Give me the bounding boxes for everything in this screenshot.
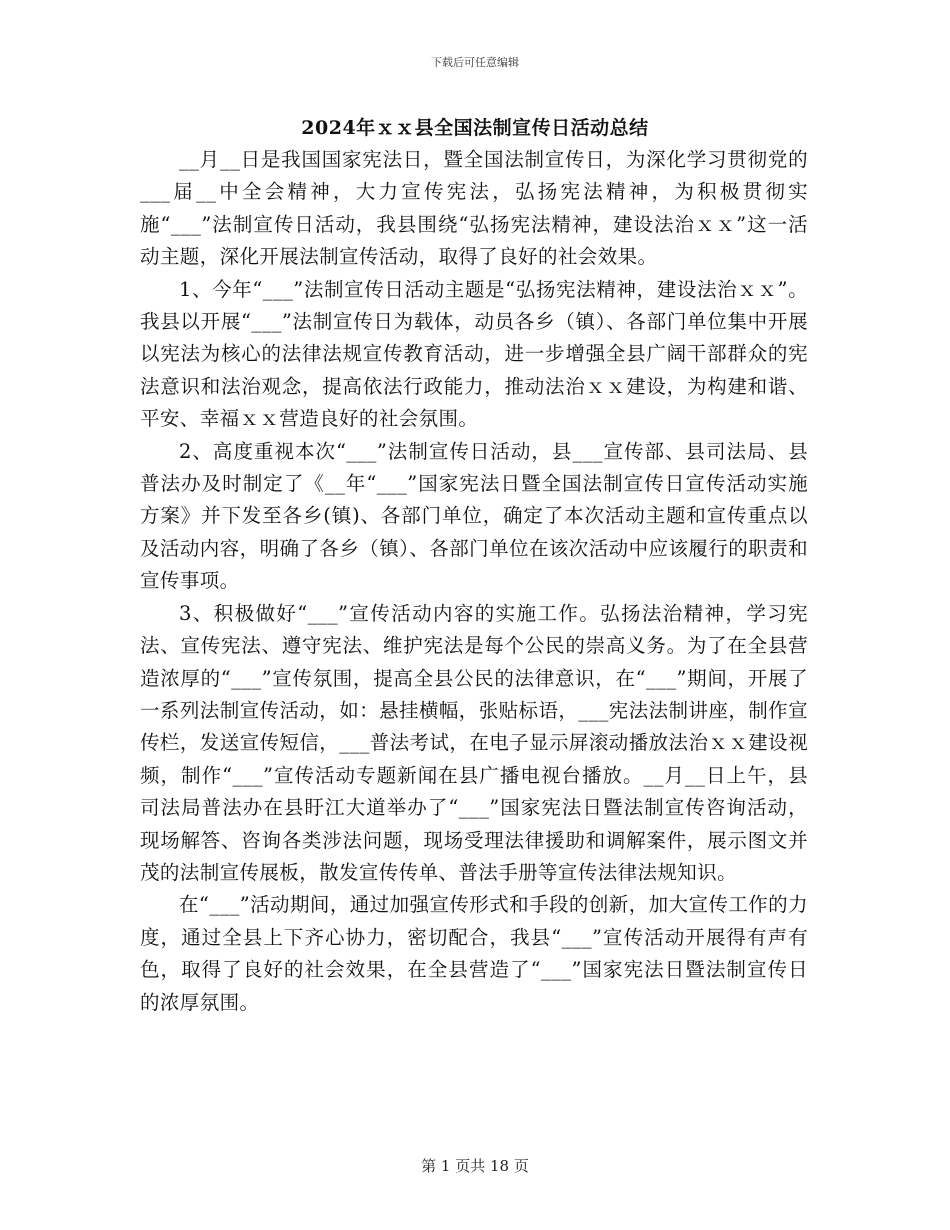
header-note: 下载后可任意编辑	[431, 56, 519, 69]
paragraph-item-1: 1、今年“___”法制宣传日活动主题是“弘扬宪法精神，建设法治ｘｘ”。我县以开展“___”法制宣传日为载体，动员各乡（镇）、各部门单位集中开展以宪法为核心的法律法规宣传教育活动，进一步增强全县广阔干部群众的宪法意识和法治观念，提高依法行政能力，推动法治ｘｘ建设，为构建和谐、平安、幸福ｘｘ营造良好的社会氛围。	[140, 277, 808, 431]
paragraph-item-2: 2、高度重视本次“___”法制宣传日活动，县___宣传部、县司法局、县普法办及时制定了《__年“___”国家宪法日暨全国法制宣传日宣传活动实施方案》并下发至各乡(镇)、各部门单位，确定了本次活动主题和宣传重点以及活动内容，明确了各乡（镇）、各部门单位在该次活动中应该履行的职责和宣传事项。	[140, 439, 808, 593]
paragraph-closing: 在“___”活动期间，通过加强宣传形式和手段的创新，加大宣传工作的力度，通过全县上下齐心协力，密切配合，我县“___”宣传活动开展得有声有色，取得了良好的社会效果，在全县营造了“___”国家宪法日暨法制宣传日的浓厚氛围。	[140, 893, 808, 1014]
page-number: 第 1 页共 18 页	[421, 1157, 529, 1175]
paragraph-item-3: 3、积极做好“___”宣传活动内容的实施工作。弘扬法治精神，学习宪法、宣传宪法、遵守宪法、维护宪法是每个公民的崇高义务。为了在全县营造浓厚的“___”宣传氛围，提高全县公民的法律意识，在“___”期间，开展了一系列法制宣传活动，如：悬挂横幅，张贴标语，___宪法法制讲座，制作宣传栏，发送宣传短信，___普法考试，在电子显示屏滚动播放法治ｘｘ建设视频，制作“___”宣传活动专题新闻在县广播电视台播放。__月__日上午，县司法局普法办在县盱江大道举办了“___”国家宪法日暨法制宣传咨询活动，现场解答、咨询各类涉法问题，现场受理法律援助和调解案件，展示图文并茂的法制宣传展板，散发宣传传单、普法手册等宣传法律法规知识。	[140, 601, 808, 884]
document-title: 2024年ｘｘ县全国法制宣传日活动总结	[301, 117, 649, 139]
paragraph-intro: __月__日是我国国家宪法日，暨全国法制宣传日，为深化学习贯彻党的___届__中全会精神，大力宣传宪法，弘扬宪法精神，为积极贯彻实施“___”法制宣传日活动，我县围绕“弘扬宪法精神，建设法治ｘｘ”这一活动主题，深化开展法制宣传活动，取得了良好的社会效果。	[140, 148, 808, 269]
document-body	[140, 144, 808, 1019]
